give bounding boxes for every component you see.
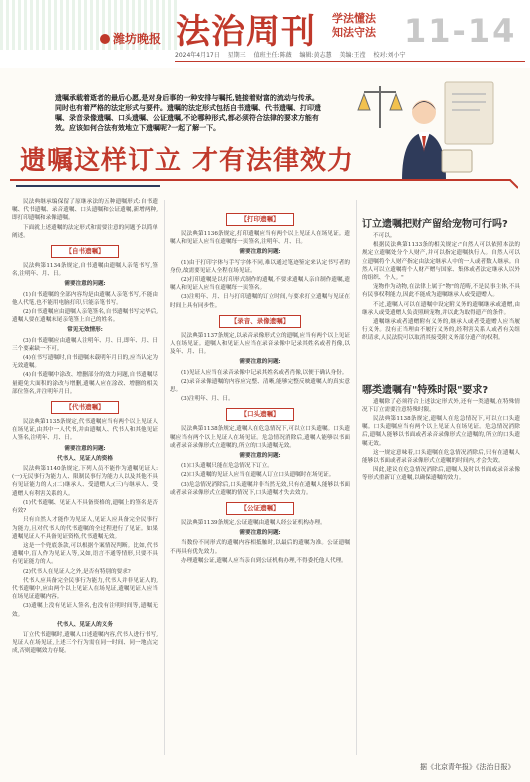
- issue-weekday: 星期三: [227, 52, 246, 59]
- body-paragraph: 宠物作为动物,在法律上属于"物"的范畴,不是民事主体,不具有民事权利能力,因此不能成为遗嘱继承人或受遗赠人。: [362, 284, 520, 299]
- intro-paragraph: 下面就上述遗嘱的法定形式和需要注意的问题予以简单阐述。: [12, 224, 158, 239]
- proofreader: 校对:刘小宁: [373, 52, 406, 59]
- issue-date: 2024年4月17日: [175, 52, 220, 59]
- body-subheading: 代书人、见证人的义务: [57, 621, 113, 628]
- body-paragraph: 只有自然人才能作为见证人,见证人应具备完全民事行为能力,且对代书人的代书遗嘱的全过程进行了见证。如果遗嘱见证人不具备见证资格,代书遗嘱无效。: [12, 517, 158, 540]
- body-subheading: 需要注意的问题:: [64, 281, 106, 288]
- column-3: [362, 218, 520, 758]
- body-paragraph: 民法典第1138条规定,遗嘱人在危急情况下,可以立口头遗嘱。口头遗嘱应当有两个以上见证人在场见证。危急情况消除后,遗嘱人能够以书面或者录音录像形式立遗嘱的,所立的口头遗嘱无效。: [362, 416, 520, 447]
- header-info-line: [175, 50, 411, 59]
- headline-decoration: [10, 176, 518, 192]
- body-paragraph: (1)由于打印字体与手写字体不同,难以通过笔迹鉴定来认定书写者的身份,故需要见证人全程在场见证。: [170, 259, 350, 274]
- column-2: [170, 208, 350, 758]
- body-paragraph: (2)打印遗嘱是以打印形式制作的遗嘱,不要求遗嘱人亲自制作遗嘱,遗嘱人和见证人应当在遗嘱每一页签名。: [170, 277, 350, 292]
- masthead-slogan: [332, 12, 376, 40]
- body-paragraph: 代书人应具备完全民事行为能力,代书人并非见证人的,代书遗嘱中,应由两个以上见证人在场见证,遗嘱见证人应当在场见证遗嘱内容。: [12, 577, 158, 601]
- section-heading-printed-will: 【 打印遗嘱 】: [226, 213, 294, 226]
- body-paragraph: 遗嘱继承或者遗赠附有义务的,继承人或者受遗赠人应当履行义务。没有正当理由不履行义务的,经利害关系人或者有关组织请求,人民法院可以取消其接受附义务部分遗产的权利。: [362, 319, 520, 342]
- brand-dot-icon: [100, 34, 110, 44]
- column-divider: [356, 200, 357, 755]
- body-paragraph: 民法典第1136条规定,打印遗嘱应当有两个以上见证人在场见证。遗嘱人和见证人应当在遗嘱每一页签名,注明年、月、日。: [170, 231, 350, 246]
- section-heading-audio-video-will: 【 录音、录像遗嘱 】: [219, 315, 301, 328]
- body-subheading: 需要注意的问题:: [239, 359, 281, 366]
- article-title-time-limit: 哪类遗嘱有"特殊时限"要求?: [362, 384, 489, 396]
- body-paragraph: 这一规定意味着,口头遗嘱在危急情况消除后,只有在遗嘱人能够以书面或者录音录像形式立遗嘱的时间内,才会失效。: [362, 449, 520, 465]
- body-paragraph: 办理遗嘱公证,遗嘱人应当亲自到公证机构办理,不得委托他人代理。: [181, 557, 347, 564]
- body-paragraph: 订立代书遗嘱时,遗嘱人口述遗嘱内容,代书人进行书写,见证人在场见证,上述三个行为需在同一时间、同一地点完成,否则遗嘱效力存疑。: [12, 631, 158, 655]
- body-subheading: 需要注意的问题:: [239, 453, 281, 460]
- body-paragraph: (1)代书遗嘱、见证人不具备资格的,遗嘱上的签名是否有效?: [12, 499, 158, 515]
- body-paragraph: (2)代书人在见证人之外,是否有特别的要求?: [23, 568, 131, 575]
- slogan-line-1: 学法懂法: [332, 12, 376, 25]
- body-paragraph: (1)口头遗嘱只能在危急情况下订立。: [181, 463, 273, 470]
- column-divider: [164, 200, 165, 755]
- masthead-title: 法治周刊: [176, 12, 316, 52]
- body-paragraph: 民法典第1137条规定,以录音录像形式立的遗嘱,应当有两个以上见证人在场见证。遗嘱人和见证人应当在录音录像中记录其姓名或者肖像,以及年、月、日。: [170, 332, 350, 356]
- brand-name: 潍坊晚报: [113, 32, 162, 46]
- source-credit: 据《北京青年报》《法治日报》: [420, 763, 515, 771]
- body-paragraph: (1)见证人应当在录音录像中记录其姓名或者肖像,以便于确认身份。: [181, 369, 348, 376]
- page-header: [0, 0, 530, 68]
- body-paragraph: (3)危急情况消除后,口头遗嘱并非当然无效,只有在遗嘱人能够以书面或者录音录像形式立遗嘱的情况下,口头遗嘱才失去效力。: [170, 481, 350, 496]
- body-paragraph: (1)自书遗嘱的全部内容均是由遗嘱人亲笔书写,不能由他人代笔,也不能用电脑打印,只能亲笔书写。: [12, 291, 158, 306]
- section-heading-dictated-will: 【 代书遗嘱 】: [51, 401, 119, 414]
- article-title-pet-inheritance: 订立遗嘱把财产留给宠物可行吗?: [362, 219, 508, 230]
- body-paragraph: 当数份不同形式的遗嘱内容相抵触时,以最后的遗嘱为准。公证遗嘱不再具有优先效力。: [170, 540, 350, 555]
- body-paragraph: (2)口头遗嘱的见证人应当在遗嘱人订立口头遗嘱时在场见证。: [181, 472, 335, 479]
- section-heading-notarized-will: 【 公证遗嘱 】: [226, 502, 294, 515]
- body-subheading: 常见无效情形:: [67, 327, 103, 334]
- lead-paragraph: 遗嘱承载着逝者的最后心愿,是对身后事的一种安排与嘱托,链接着财富的流动与传承。同时也有着严格的法定形式与要件。遗嘱的法定形式包括自书遗嘱、代书遗嘱、打印遗嘱、录音录像遗嘱、口头遗嘱、公证遗嘱,不论哪种形式,都必须符合法律的要求方能有效。应该如何合法有效地立下遗嘱呢?一起了解一下。: [55, 93, 321, 132]
- body-paragraph: 民法典第1138条规定,遗嘱人在危急情况下,可以立口头遗嘱。口头遗嘱应当有两个以上见证人在场见证。危急情况消除后,遗嘱人能够以书面或者录音录像形式立遗嘱的,所立的口头遗嘱无效。: [170, 426, 350, 449]
- body-paragraph: 民法典第1140条规定,下列人员不能作为遗嘱见证人:(一)无民事行为能力人、限制民事行为能力人以及其他不具有见证能力的人;(二)继承人、受遗赠人;(三)与继承人、受遗赠人有利害关系的人。: [12, 466, 158, 497]
- body-paragraph: 民法典第1134条规定,自书遗嘱由遗嘱人亲笔书写,签名,注明年、月、日。: [12, 263, 158, 278]
- body-paragraph: 不可以。: [373, 233, 396, 239]
- body-paragraph: (4)自书遗嘱中涂改、增删部分的效力问题,自书遗嘱尽量避免大面积的涂改与增删,遗嘱人应在涂改、增删的相关部位签名,并注明年月日。: [12, 372, 158, 395]
- designer: 美编:王滢: [339, 52, 366, 59]
- copy-editor: 编辑:黄志慧: [299, 52, 332, 59]
- body-paragraph: (2)自书遗嘱应由遗嘱人亲笔签名,自书遗嘱书写完毕后,遗嘱人要在遗嘱末尾亲笔签上自己的姓名。: [12, 309, 158, 324]
- intro-paragraph: 民法典继承编保留了原继承法的五种遗嘱形式:自书遗嘱、代书遗嘱、录音遗嘱、口头遗嘱和公证遗嘱,新增两种,即打印遗嘱和录像遗嘱。: [12, 199, 158, 222]
- body-paragraph: 这是一个兜底条款,可以根据个案情况判断。比如,代书遗嘱中,盲人作为见证人等,又如,语言不通等情形,只要不具有见证能力的人。: [12, 542, 158, 566]
- body-paragraph: (3)注明年、月、日与打印遗嘱的订立时间,与要求打立遗嘱与见证在时间上具有同步性。: [170, 294, 350, 309]
- article-spacer: [362, 344, 520, 384]
- body-subheading: 需要注意的问题:: [64, 445, 106, 452]
- column-1: [12, 198, 158, 758]
- page-range: 11-14: [404, 12, 517, 50]
- slogan-line-2: 知法守法: [332, 26, 376, 39]
- body-paragraph: 民法典第1135条规定,代书遗嘱应当有两个以上见证人在场见证,由其中一人代书,并由遗嘱人、代书人和其他见证人签名,注明年、月、日。: [12, 419, 158, 442]
- body-paragraph: (4)在书写遗嘱时,自书遗嘱未载明年月日的,应当认定为无效遗嘱。: [12, 355, 158, 370]
- lawyer-with-scales-illustration-icon: [350, 76, 500, 186]
- body-paragraph: (3)自书遗嘱应由遗嘱人注明年、月、日,即年、月、日三个要素缺一不可。: [12, 337, 158, 352]
- duty-editor: 值班主任:陈薇: [253, 52, 292, 59]
- body-subheading: 需要注意的问题:: [239, 249, 281, 256]
- section-heading-handwritten-will: 【 自书遗嘱 】: [51, 245, 119, 258]
- body-paragraph: 因此,建议在危急情况消除后,遗嘱人及时以书面或录音录像等形式重新订立遗嘱,以确保遗嘱的效力。: [362, 467, 520, 482]
- body-subheading: 代书人、见证人的资格: [57, 455, 113, 462]
- header-rule: [175, 61, 525, 62]
- body-paragraph: 不过,遗嘱人可以在遗嘱中设定附义务的遗嘱继承或遗赠,由继承人或受遗赠人负责照顾宠物,并以此为取得遗产的条件。: [362, 301, 520, 316]
- section-heading-oral-will: 【 口头遗嘱 】: [226, 408, 294, 421]
- body-paragraph: (2)录音录像遗嘱的内容应完整、清晰,能够完整反映遗嘱人的真实意思。: [170, 378, 350, 394]
- body-subheading: 需要注意的问题:: [239, 530, 281, 537]
- body-paragraph: 民法典第1139条规定,公证遗嘱由遗嘱人经公证机构办理。: [181, 520, 326, 527]
- body-paragraph: 遗嘱除了必须符合上述法定形式外,还有一类遗嘱,在特殊情况下订立需要注意特殊时限。: [362, 398, 520, 413]
- brand-logo: [100, 30, 161, 47]
- body-paragraph: (3)注明年、月、日。: [181, 396, 234, 403]
- body-paragraph: 根据民法典第1133条的相关规定:"自然人可以依照本法的规定立遗嘱处分个人财产,并可以指定遗嘱执行人。自然人可以立遗嘱将个人财产指定由法定继承人中的一人或者数人继承。自然人可以立遗嘱将个人财产赠与国家、集体或者法定继承人以外的组织、个人。": [362, 242, 520, 282]
- page-headline: 遗嘱这样订立 才有法律效力: [20, 146, 355, 176]
- body-paragraph: (3)遗嘱上没有见证人签名,也没有注明时间等,遗嘱无效。: [12, 603, 158, 618]
